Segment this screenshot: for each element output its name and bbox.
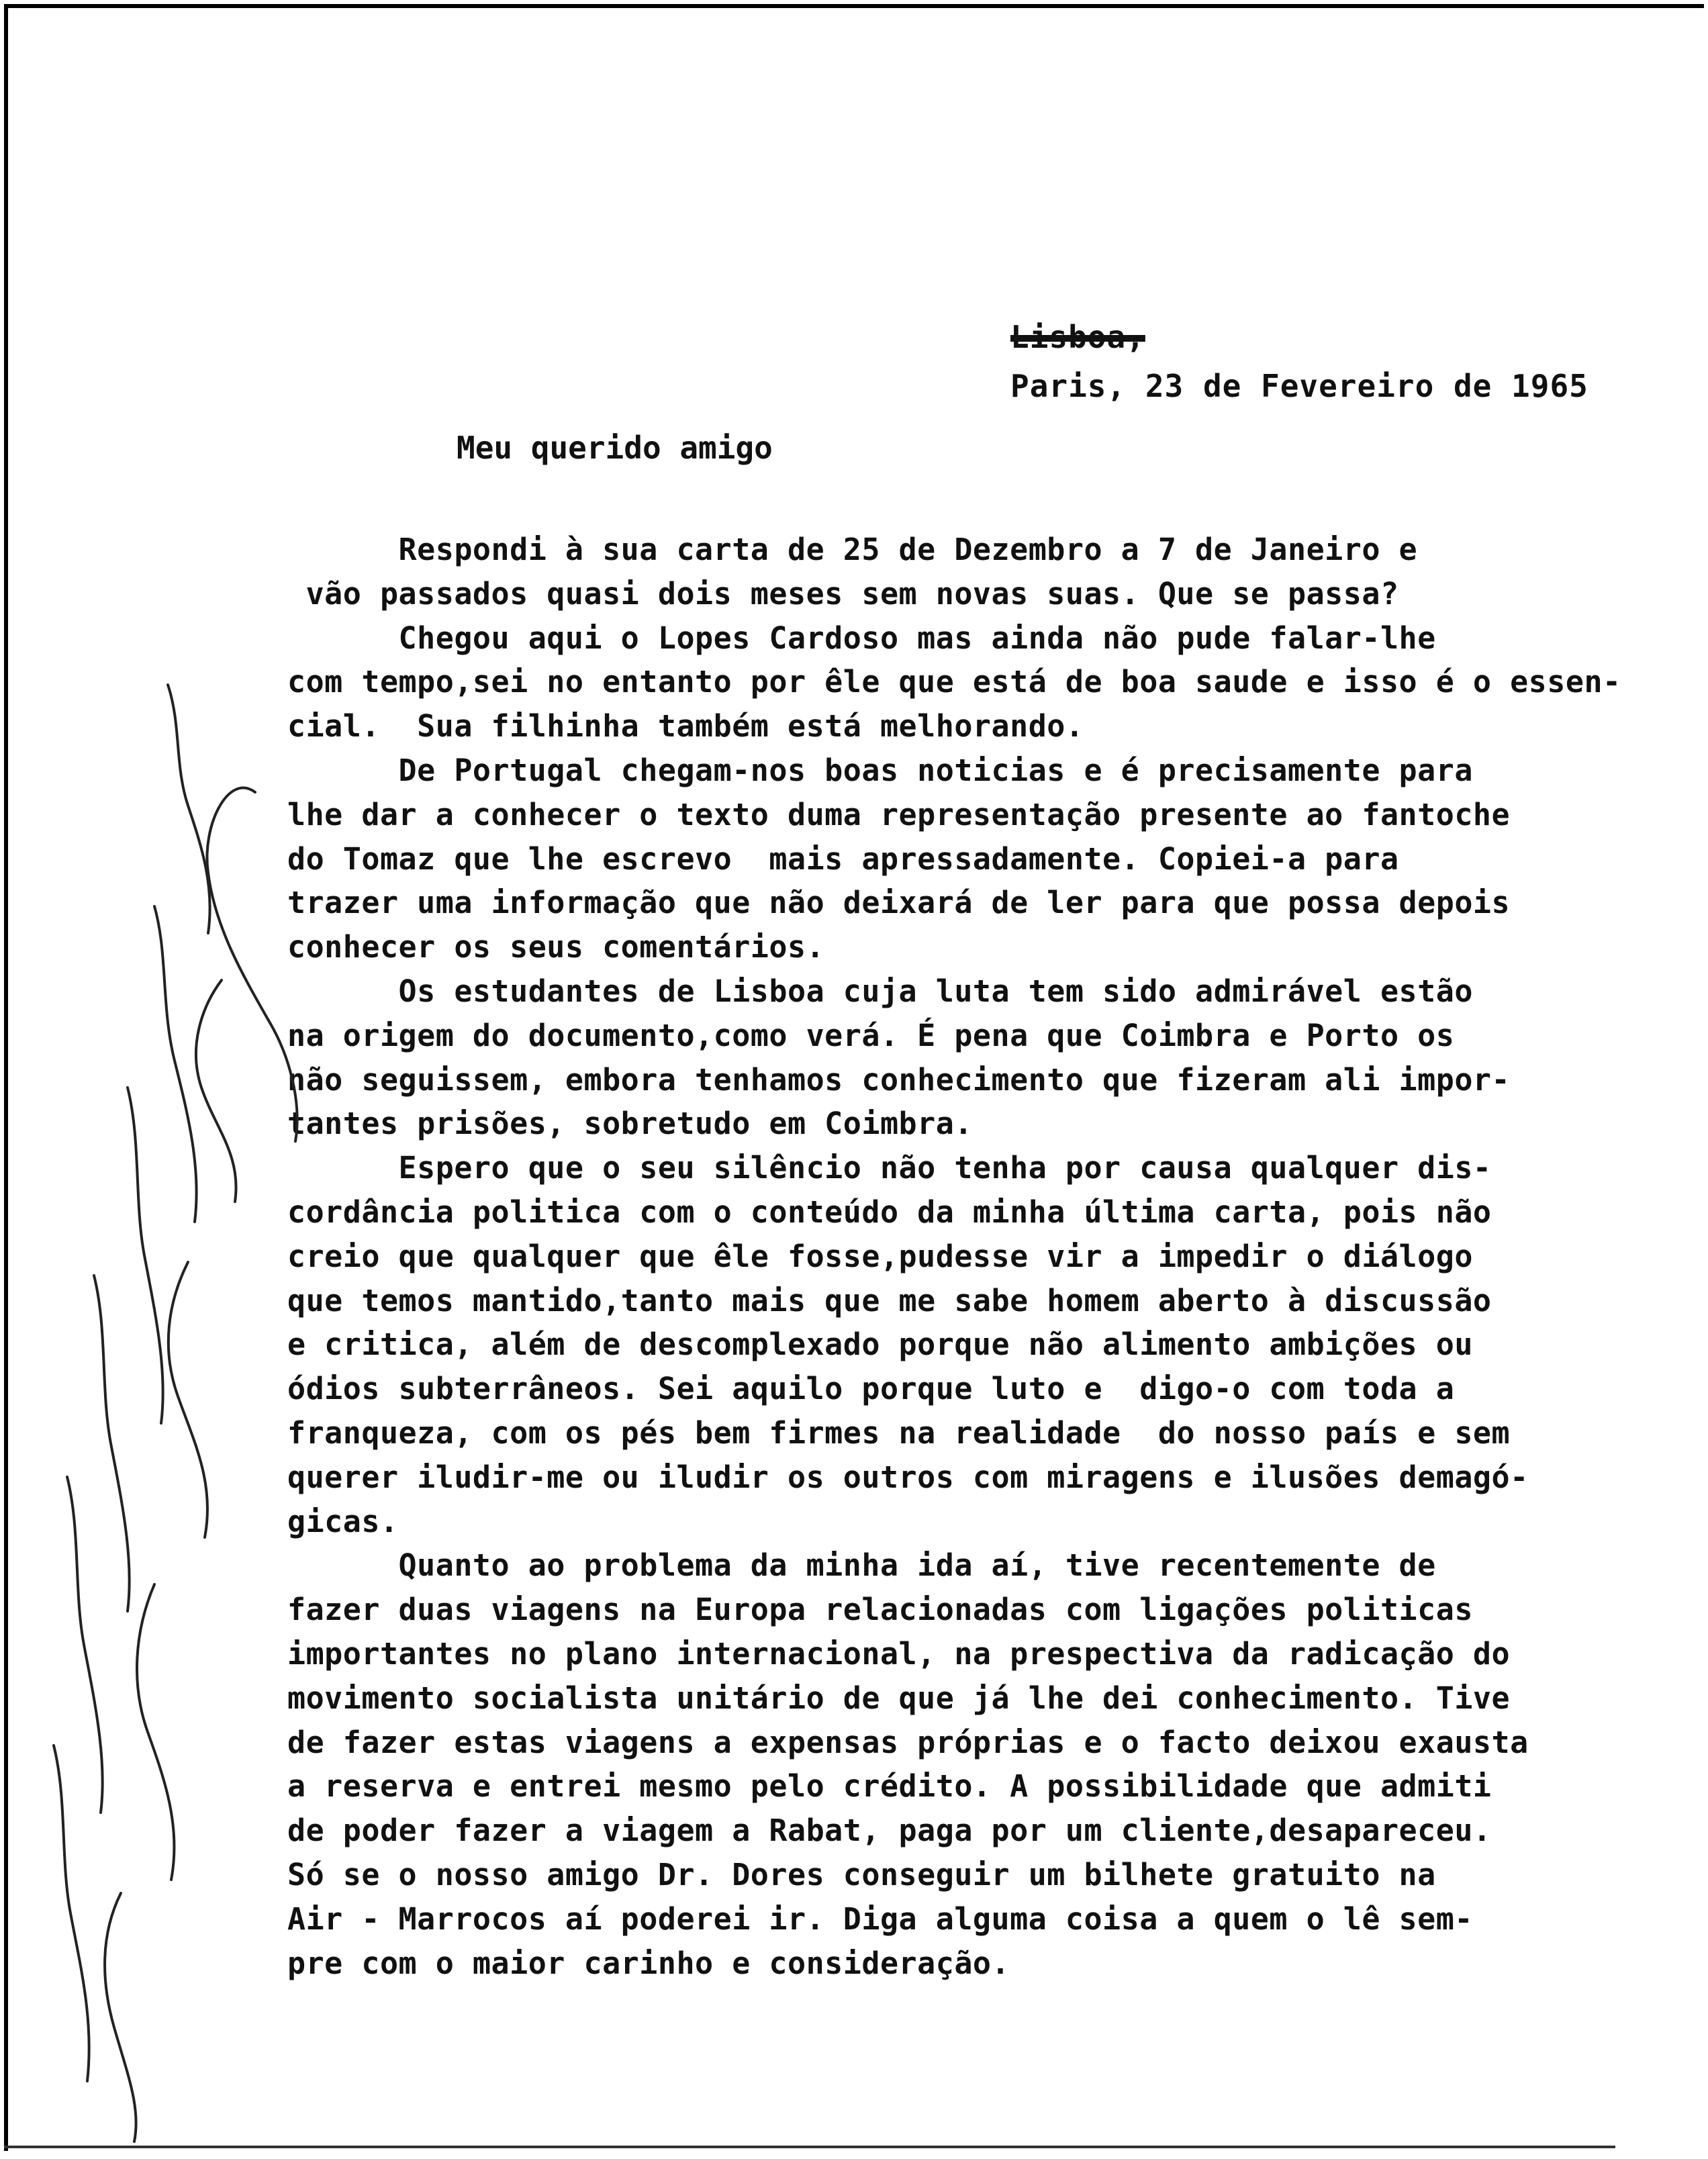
text-line: De Portugal chegam-nos boas noticias e é precisamente para [287, 752, 1473, 788]
page-border-top [4, 4, 1704, 8]
text-line: Os estudantes de Lisboa cuja luta tem sido admirável estão [287, 973, 1473, 1009]
paragraph-1 [287, 528, 1657, 616]
text-line: querer iludir-me ou iludir os outros com miragens e ilusões demagó- [287, 1459, 1529, 1495]
text-line: tantes prisões, sobretudo em Coimbra. [287, 1106, 973, 1142]
text-line: Respondi à sua carta de 25 de Dezembro a 7 de Janeiro e [287, 532, 1418, 567]
paragraph-6 [287, 1543, 1657, 1985]
text-line: fazer duas viagens na Europa relacionadas com ligações politicas [287, 1592, 1473, 1628]
text-line: pre com o maior carinho e consideração. [287, 1945, 1010, 1981]
text-line: cial. Sua filhinha também está melhorando. [287, 708, 1084, 745]
text-line: lhe dar a conhecer o texto duma representação presente ao fantoche [287, 796, 1511, 832]
text-line: Air - Marrocos aí poderei ir. Diga alguma coisa a quem o lê sem- [287, 1901, 1473, 1937]
text-line: do Tomaz que lhe escrevo mais apressadamente. Copiei-a para [287, 841, 1399, 877]
paragraph-4 [287, 969, 1657, 1146]
text-line: cordância politica com o conteúdo da minha última carta, pois não [287, 1194, 1492, 1230]
text-line: conhecer os seus comentários. [287, 929, 825, 965]
text-line: de poder fazer a viagem a Rabat, paga por um cliente,desapareceu. [287, 1813, 1492, 1849]
text-line: vão passados quasi dois meses sem novas suas. Que se passa? [287, 575, 1399, 612]
text-line: movimento socialista unitário de que já lhe dei conhecimento. Tive [287, 1680, 1511, 1716]
text-line: Chegou aqui o Lopes Cardoso mas ainda não pude falar-lhe [287, 620, 1436, 656]
text-line: a reserva e entrei mesmo pelo crédito. A possibilidade que admiti [287, 1768, 1492, 1805]
text-line: com tempo,sei no entanto por êle que está de boa saude e isso é o essen- [287, 664, 1621, 700]
text-line: Quanto ao problema da minha ida aí, tive recentemente de [287, 1547, 1436, 1584]
page-border-bottom [4, 2146, 1615, 2148]
paragraph-5 [287, 1146, 1657, 1543]
text-line: ódios subterrâneos. Sei aquilo porque luto e digo-o com toda a [287, 1371, 1455, 1407]
text-line: trazer uma informação que não deixará de ler para que possa depois [287, 885, 1511, 921]
paragraph-2 [287, 616, 1657, 749]
text-line: creio que qualquer que êle fosse,pudesse vir a impedir o diálogo [287, 1238, 1473, 1274]
paragraph-3 [287, 749, 1657, 969]
salutation: Meu querido amigo [457, 430, 773, 466]
text-line: gicas. [287, 1503, 399, 1539]
text-line: Espero que o seu silêncio não tenha por causa qualquer dis- [287, 1150, 1492, 1186]
text-line: importantes no plano internacional, na prespectiva da radicação do [287, 1635, 1511, 1672]
text-line: e critica, além de descomplexado porque não alimento ambições ou [287, 1327, 1473, 1363]
struck-header: Lisboa, [1010, 319, 1145, 355]
dateline: Paris, 23 de Fevereiro de 1965 [1010, 368, 1588, 404]
text-line: de fazer estas viagens a expensas próprias e o facto deixou exausta [287, 1724, 1529, 1760]
text-line: que temos mantido,tanto mais que me sabe homem aberto à discussão [287, 1282, 1492, 1318]
text-line: Só se o nosso amigo Dr. Dores conseguir um bilhete gratuito na [287, 1856, 1436, 1892]
text-line: franqueza, com os pés bem firmes na realidade do nosso país e sem [287, 1414, 1511, 1451]
page-border-left [4, 4, 8, 2151]
text-line: não seguissem, embora tenhamos conhecimento que fizeram ali impor- [287, 1061, 1511, 1098]
letter-body [287, 528, 1657, 1985]
text-line: na origem do documento,como verá. É pena que Coimbra e Porto os [287, 1017, 1455, 1053]
